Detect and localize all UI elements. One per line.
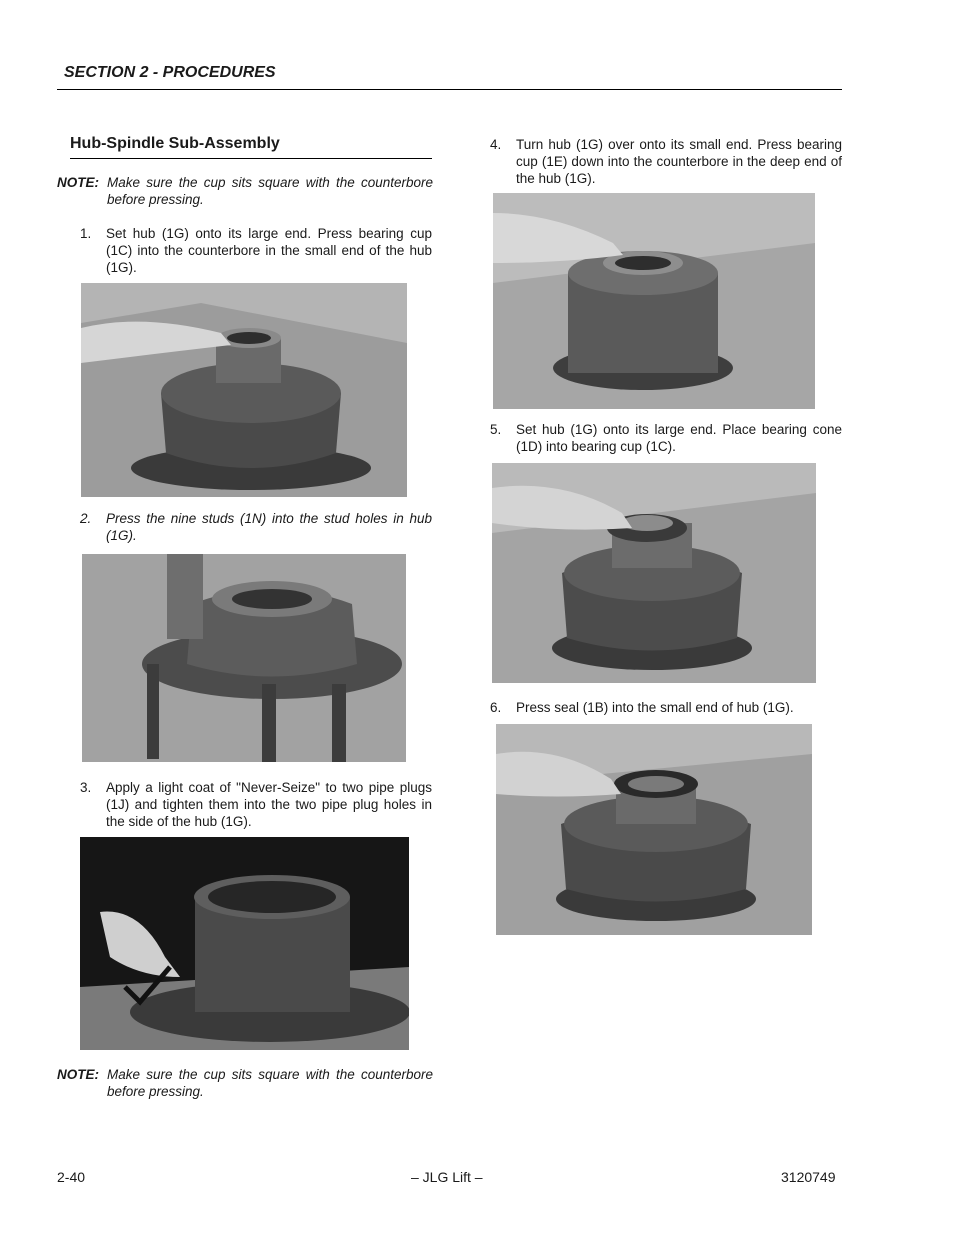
photo-step-4-bearing-cup-deep-end bbox=[493, 193, 815, 409]
note-label: NOTE: bbox=[57, 1067, 99, 1082]
photo-step-5-bearing-cone bbox=[492, 463, 816, 683]
header-rule bbox=[57, 89, 842, 90]
footer-document-number: 3120749 bbox=[781, 1169, 836, 1185]
photo-step-2-press-studs bbox=[82, 554, 406, 762]
heading-rule bbox=[70, 158, 432, 159]
section-title: SECTION 2 - PROCEDURES bbox=[64, 64, 276, 81]
step-5 bbox=[490, 421, 842, 455]
step-3 bbox=[80, 779, 432, 830]
step-text: Apply a light coat of "Never-Seize" to two pipe plugs (1J) and tighten them into the two pipe plug holes in the side of the hub (1G). bbox=[106, 780, 432, 829]
step-text: Press seal (1B) into the small end of hub (1G). bbox=[516, 700, 794, 715]
photo-step-1-hub-bearing-cup bbox=[81, 283, 407, 497]
step-number: 6. bbox=[490, 700, 502, 715]
step-6 bbox=[490, 699, 842, 716]
note-top bbox=[57, 174, 433, 208]
note-bottom bbox=[57, 1066, 433, 1100]
footer-publisher: – JLG Lift – bbox=[411, 1169, 483, 1185]
step-text: Set hub (1G) onto its large end. Place bearing cone (1D) into bearing cup (1C). bbox=[516, 422, 842, 454]
step-text: Set hub (1G) onto its large end. Press bearing cup (1C) into the counterbore in the small end of the hub (1G). bbox=[106, 226, 432, 275]
step-text: Turn hub (1G) over onto its small end. Press bearing cup (1E) down into the counterbore in the deep end of the hub (1G). bbox=[516, 137, 842, 186]
step-1 bbox=[80, 225, 432, 276]
step-number: 5. bbox=[490, 422, 502, 437]
step-number: 4. bbox=[490, 137, 502, 152]
step-number: 3. bbox=[80, 780, 92, 795]
step-2 bbox=[80, 510, 432, 544]
page-heading: Hub-Spindle Sub-Assembly bbox=[70, 135, 280, 152]
note-text: Make sure the cup sits square with the counterbore before pressing. bbox=[107, 1067, 433, 1099]
note-text: Make sure the cup sits square with the counterbore before pressing. bbox=[107, 175, 433, 207]
step-number: 1. bbox=[80, 226, 92, 241]
step-number: 2. bbox=[80, 511, 92, 526]
photo-step-3-pipe-plugs bbox=[80, 837, 409, 1050]
step-4 bbox=[490, 136, 842, 187]
photo-step-6-seal bbox=[496, 724, 812, 935]
step-text: Press the nine studs (1N) into the stud holes in hub (1G). bbox=[106, 511, 432, 543]
note-label: NOTE: bbox=[57, 175, 99, 190]
footer-page-number: 2-40 bbox=[57, 1169, 86, 1185]
